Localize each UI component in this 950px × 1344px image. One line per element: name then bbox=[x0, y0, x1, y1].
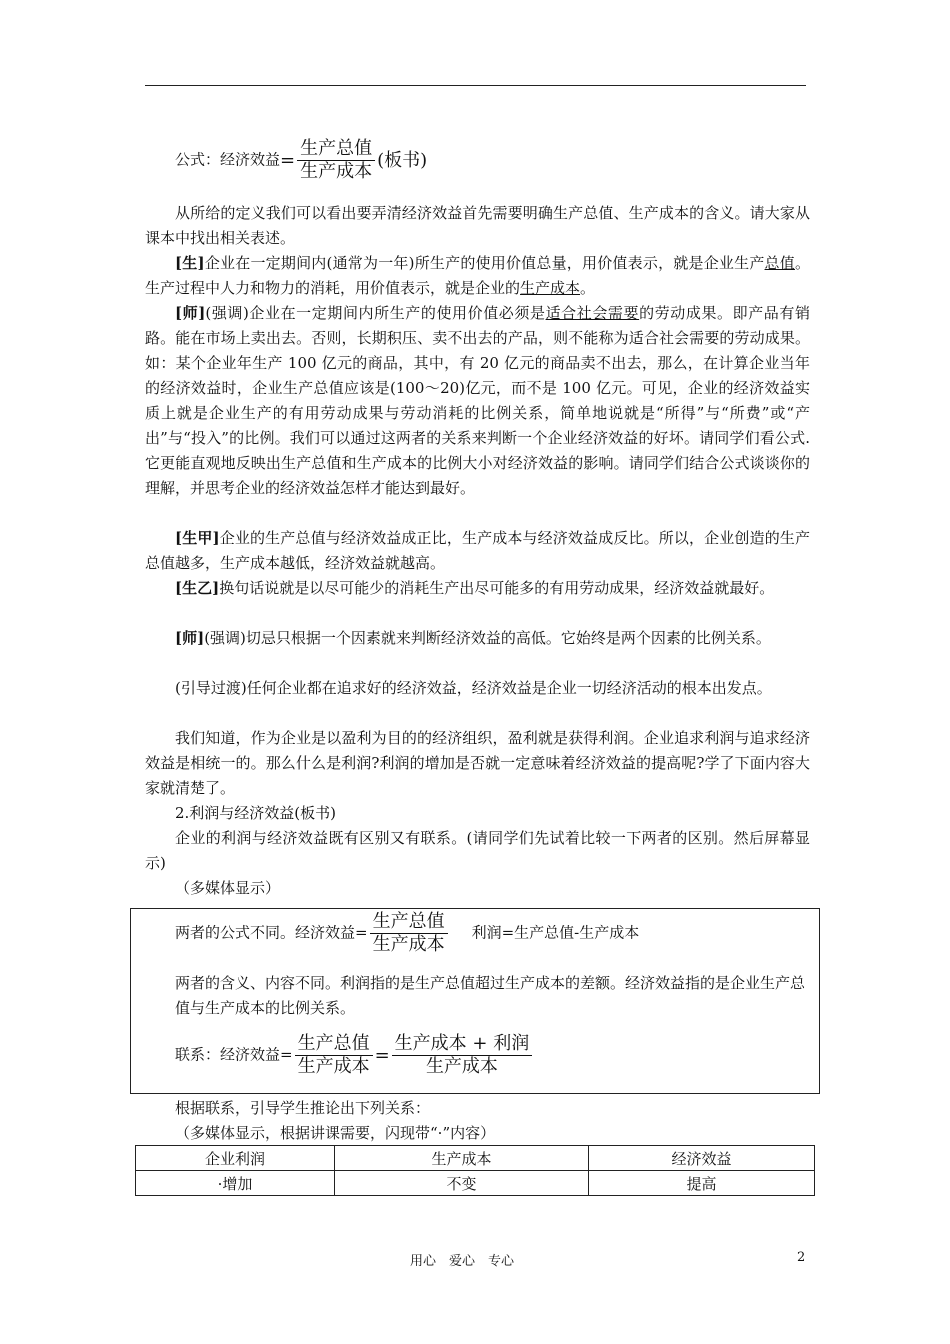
table-cell: 不变 bbox=[335, 1171, 589, 1196]
underlined-term-social-need: 适合社会需要 bbox=[545, 304, 640, 322]
speaker-tag-student-a: [生甲] bbox=[175, 529, 220, 547]
box-relation-fraction-1 bbox=[295, 1033, 373, 1078]
comparison-box bbox=[130, 908, 820, 1094]
footer-motto: 用心 爱心 专心 bbox=[410, 1254, 515, 1269]
paragraph-definition: 从所给的定义我们可以看出要弄清经济效益首先需要明确生产总值、生产成本的含义。请大家从课本中找出相关表述。 bbox=[145, 204, 810, 247]
paragraph-student-a bbox=[145, 526, 810, 576]
paragraph-text: 。 bbox=[580, 279, 596, 297]
table-header-row bbox=[136, 1146, 815, 1171]
formula-fraction bbox=[297, 138, 375, 183]
table-cell: ·增加 bbox=[136, 1171, 335, 1196]
formula-line bbox=[145, 138, 810, 183]
paragraph-deduce: 根据联系，引导学生推论出下列关系： bbox=[175, 1099, 431, 1117]
formula-equals: = bbox=[280, 150, 296, 171]
paragraph-text: 企业在一定期间内(通常为一年)所生产的使用价值总量，用价值表示，就是企业生产 bbox=[204, 254, 765, 272]
paragraph-text: 的劳动成果。即产品有销路。能在市场上卖出去。否则，长期积压、卖不出去的产品，则不能称为适合社会需要的劳动成果。如：某个企业年生产 100 亿元的商品，其中，有 20 亿元的商品卖不出去，那么，在计算企业当年的经济效益时，企业生产总值应该是(100～20)亿元，而不是 100 亿元。可见，企业的经济效益实质上就是企业生产的有用劳动成果与劳动消耗的比例关系，简单地说就是“所得”与“所费”或“产出”与“投入”的比例。我们可以通过这两者的关系来判断一个企业经济效益的好坏。请同学们看公式. 它更能直观地反映出生产总值和生产成本的比例大小对经济效益的影响。请同学们结合公式谈谈你的理解，并思考企业的经济效益怎样才能达到最好。 bbox=[145, 304, 810, 497]
paragraph-student-b bbox=[145, 576, 810, 601]
formula-numerator: 生产总值 bbox=[297, 138, 375, 161]
speaker-tag-student: [生] bbox=[175, 254, 205, 272]
paragraph-text: (强调)企业在一定期间内所生产的使用价值必须是 bbox=[205, 304, 546, 322]
table-row bbox=[136, 1171, 815, 1196]
box-relation-line bbox=[175, 1033, 805, 1078]
speaker-tag-teacher: [师] bbox=[175, 304, 206, 322]
header-rule bbox=[145, 85, 806, 86]
underlined-term-total-value: 总值 bbox=[764, 254, 795, 272]
box-formula-line bbox=[175, 911, 805, 956]
box-denominator: 生产成本 bbox=[297, 1056, 370, 1077]
paragraph-text: 。生产过程中人力和物力的消耗，用价值表示，就是企业的 bbox=[145, 254, 810, 297]
box-numerator: 生产总值 bbox=[295, 1033, 373, 1056]
box-formula-fraction bbox=[370, 911, 448, 956]
box-formula-label: 两者的公式不同。经济效益= bbox=[175, 923, 368, 942]
box-denominator: 生产成本 bbox=[372, 934, 445, 955]
formula-denominator: 生产成本 bbox=[300, 161, 373, 182]
box-denominator: 生产成本 bbox=[425, 1056, 498, 1077]
paragraph-text: (强调)切忌只根据一个因素就来判断经济效益的高低。它始终是两个因素的比例关系。 bbox=[204, 629, 771, 647]
paragraph-difference: 企业的利润与经济效益既有区别又有联系。(请同学们先试着比较一下两者的区别。然后屏幕显示) bbox=[145, 829, 810, 872]
box-numerator: 生产总值 bbox=[370, 911, 448, 934]
underlined-term-cost: 生产成本 bbox=[520, 279, 581, 297]
paragraph-text: 企业的生产总值与经济效益成正比，生产成本与经济效益成反比。所以，企业创造的生产总值越多，生产成本越低，经济效益就越高。 bbox=[145, 529, 810, 572]
table-header-cell: 生产成本 bbox=[335, 1146, 589, 1171]
paragraph-teacher-emphasis bbox=[145, 301, 810, 501]
paragraph-student-answer bbox=[145, 251, 810, 301]
box-profit-formula: 利润=生产总值-生产成本 bbox=[471, 923, 640, 942]
relation-table bbox=[135, 1145, 815, 1196]
speaker-tag-student-b: [生乙] bbox=[175, 579, 220, 597]
paragraph-multimedia: （多媒体显示） bbox=[175, 879, 281, 897]
paragraph-transition: (引导过渡)任何企业都在追求好的经济效益，经济效益是企业一切经济活动的根本出发点。 bbox=[175, 679, 772, 697]
speaker-tag-teacher: [师] bbox=[175, 629, 205, 647]
box-relation-label: 联系：经济效益= bbox=[175, 1045, 293, 1064]
box-relation-equals: = bbox=[374, 1045, 390, 1066]
box-meaning-text: 两者的含义、内容不同。利润指的是生产总值超过生产成本的差额。经济效益指的是企业生产总值与生产成本的比例关系。 bbox=[175, 974, 806, 1017]
paragraph-flash-note: （多媒体显示，根据讲课需要，闪现带“·”内容） bbox=[175, 1124, 496, 1142]
paragraph-profit-intro: 我们知道，作为企业是以盈利为目的的经济组织，盈利就是获得利润。企业追求利润与追求经济效益是相统一的。那么什么是利润?利润的增加是否就一定意味着经济效益的提高呢?学了下面内容大家就清楚了。 bbox=[145, 729, 810, 797]
section-heading: 2.利润与经济效益(板书) bbox=[175, 804, 337, 822]
paragraph-teacher-caution bbox=[145, 626, 810, 651]
paragraph-text: 换句话说就是以尽可能少的消耗生产出尽可能多的有用劳动成果，经济效益就最好。 bbox=[219, 579, 775, 597]
table-cell: 提高 bbox=[589, 1171, 815, 1196]
table-header-cell: 经济效益 bbox=[589, 1146, 815, 1171]
page-number: 2 bbox=[797, 1250, 806, 1265]
box-numerator: 生产成本 + 利润 bbox=[392, 1033, 533, 1056]
formula-label: 公式：经济效益 bbox=[175, 150, 281, 169]
formula-note: (板书) bbox=[377, 150, 428, 171]
table-header-cell: 企业利润 bbox=[136, 1146, 335, 1171]
box-relation-fraction-2 bbox=[392, 1033, 533, 1078]
